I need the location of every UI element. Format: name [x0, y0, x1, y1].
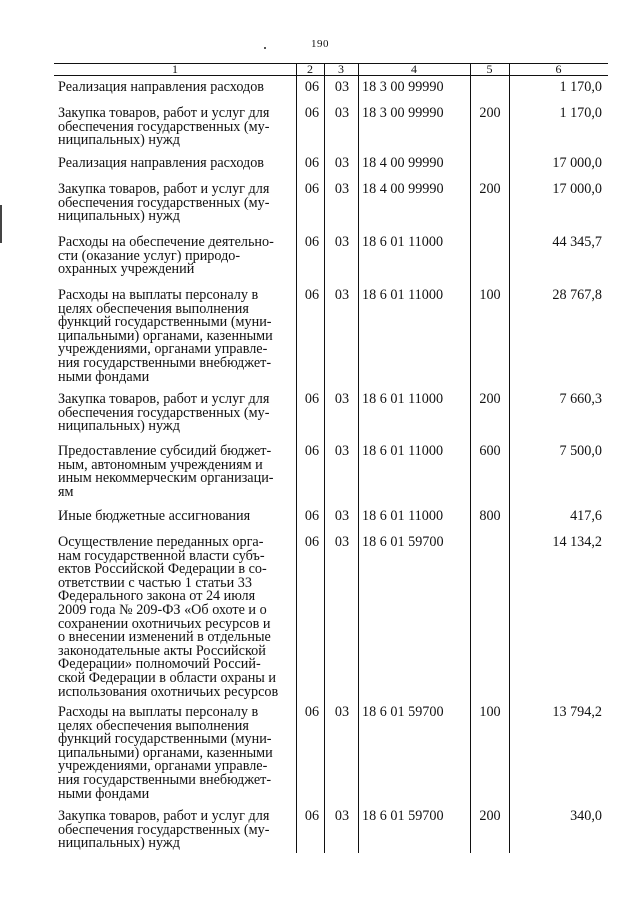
amount-cell: 17 000,0 — [552, 181, 602, 197]
header-col-2: 2 — [307, 62, 313, 76]
expense-name-line: целях обеспечения выполнения — [58, 300, 249, 317]
target-article-cell: 18 4 00 99990 — [362, 181, 444, 197]
expense-name-line: Реализация направления расходов — [58, 79, 265, 95]
header-col-6: 6 — [555, 62, 562, 76]
expense-name-line: функций государственными (муни- — [58, 314, 272, 331]
expense-name-cell — [58, 445, 296, 499]
target-article-cell: 18 6 01 11000 — [362, 287, 444, 303]
expense-name-line: Федерального закона от 24 июля — [58, 588, 256, 605]
subsection-code-cell: 03 — [334, 704, 350, 720]
subsection-code-cell: 03 — [334, 79, 350, 95]
column-divider — [509, 63, 510, 853]
target-article-cell: 18 6 01 59700 — [362, 704, 444, 720]
scan-speck — [264, 47, 266, 49]
section-code-cell: 06 — [304, 287, 320, 303]
budget-table — [54, 63, 608, 853]
expense-name-cell — [58, 289, 296, 384]
expense-name-line: использования охотничьих ресурсов — [58, 683, 279, 700]
expense-name-line: иным некоммерческим организаци- — [58, 470, 274, 487]
table-header-row — [54, 63, 608, 75]
target-article-cell: 18 6 01 11000 — [362, 234, 444, 250]
expense-name-line: ниципальных) нужд — [58, 835, 180, 852]
header-col-3: 3 — [338, 62, 344, 76]
section-code-cell: 06 — [304, 105, 320, 121]
expense-name-line: 2009 года № 209-ФЗ «Об охоте и о — [58, 601, 267, 618]
subsection-code-cell: 03 — [334, 155, 350, 171]
expense-name-line: ниципальных) нужд — [58, 418, 180, 435]
expense-name-line: о внесении изменений в отдельные — [58, 629, 271, 646]
subsection-code-cell: 03 — [334, 234, 350, 250]
expense-name-line: ным, автономным учреждениям и — [58, 456, 263, 473]
header-col-5: 5 — [486, 62, 493, 76]
target-article-cell: 18 3 00 99990 — [362, 105, 444, 121]
expense-name-line: Реализация направления расходов — [58, 155, 265, 171]
subsection-code-cell: 03 — [334, 534, 350, 550]
header-bottom-border — [54, 75, 608, 76]
expense-type-cell: 200 — [479, 105, 501, 121]
expense-type-cell: 200 — [479, 181, 501, 197]
section-code-cell: 06 — [304, 79, 320, 95]
amount-cell: 1 170,0 — [559, 79, 602, 95]
target-article-cell: 18 4 00 99990 — [362, 155, 444, 171]
expense-name-line: функций государственными (муни- — [58, 731, 272, 748]
subsection-code-cell: 03 — [334, 508, 350, 524]
expense-type-cell: 100 — [479, 287, 501, 303]
section-code-cell: 06 — [304, 181, 320, 197]
expense-name-line: обеспечения государственных (му- — [58, 194, 270, 211]
scan-edge-mark — [0, 205, 2, 243]
expense-name-cell — [58, 107, 296, 148]
target-article-cell: 18 3 00 99990 — [362, 79, 444, 95]
amount-cell: 1 170,0 — [559, 105, 602, 121]
section-code-cell: 06 — [304, 534, 320, 550]
section-code-cell: 06 — [304, 704, 320, 720]
amount-cell: 17 000,0 — [552, 155, 602, 171]
expense-name-line: Иные бюджетные ассигнования — [58, 508, 251, 524]
expense-name-line: Закупка товаров, работ и услуг для — [58, 105, 270, 121]
expense-name-cell — [58, 810, 296, 851]
expense-name-line: учреждениями, органами управле- — [58, 341, 268, 358]
amount-cell: 44 345,7 — [552, 234, 602, 250]
expense-name-line: Закупка товаров, работ и услуг для — [58, 181, 270, 197]
target-article-cell: 18 6 01 59700 — [362, 534, 444, 550]
expense-name-line: Расходы на обеспечение деятельно- — [58, 234, 274, 250]
subsection-code-cell: 03 — [334, 808, 350, 824]
subsection-code-cell: 03 — [334, 391, 350, 407]
header-col-4: 4 — [411, 62, 417, 76]
amount-cell: 7 660,3 — [559, 391, 602, 407]
subsection-code-cell: 03 — [334, 105, 350, 121]
expense-name-line: ципальными) органами, казенными — [58, 327, 273, 344]
page-number: 190 — [311, 38, 329, 50]
expense-name-line: ответствии с частью 1 статьи 33 — [58, 574, 252, 591]
amount-cell: 340,0 — [570, 808, 602, 824]
expense-name-line: Закупка товаров, работ и услуг для — [58, 391, 270, 407]
expense-type-cell: 600 — [479, 443, 501, 459]
expense-name-line: нам государственной власти субъ- — [58, 547, 265, 564]
expense-name-cell — [58, 536, 296, 699]
section-code-cell: 06 — [304, 508, 320, 524]
expense-name-line: Расходы на выплаты персоналу в — [58, 287, 259, 303]
section-code-cell: 06 — [304, 443, 320, 459]
expense-type-cell: 200 — [479, 808, 501, 824]
expense-name-line: сохранении охотничьих ресурсов и — [58, 615, 271, 632]
expense-name-line: ниципальных) нужд — [58, 208, 180, 225]
expense-name-line: ектов Российской Федерации в со- — [58, 561, 267, 578]
expense-type-cell: 800 — [479, 508, 501, 524]
expense-name-line: охранных учреждений — [58, 261, 195, 278]
target-article-cell: 18 6 01 11000 — [362, 391, 444, 407]
expense-name-line: ципальными) органами, казенными — [58, 744, 273, 761]
expense-name-line: законодательные акты Российской — [58, 642, 266, 659]
expense-name-line: ниципальных) нужд — [58, 132, 180, 149]
header-col-1: 1 — [172, 62, 178, 76]
subsection-code-cell: 03 — [334, 287, 350, 303]
expense-name-line: Предоставление субсидий бюджет- — [58, 443, 272, 459]
expense-name-line: целях обеспечения выполнения — [58, 717, 249, 734]
section-code-cell: 06 — [304, 391, 320, 407]
section-code-cell: 06 — [304, 234, 320, 250]
expense-name-cell — [58, 157, 296, 171]
expense-name-line: ния государственными внебюджет- — [58, 771, 272, 788]
expense-name-cell — [58, 393, 296, 434]
expense-name-line: ными фондами — [58, 785, 150, 802]
expense-type-cell: 200 — [479, 391, 501, 407]
expense-name-cell — [58, 236, 296, 277]
expense-name-line: Расходы на выплаты персоналу в — [58, 704, 259, 720]
amount-cell: 417,6 — [570, 508, 602, 524]
expense-name-line: сти (оказание услуг) природо- — [58, 247, 241, 264]
expense-name-line: ными фондами — [58, 368, 150, 385]
section-code-cell: 06 — [304, 808, 320, 824]
expense-name-line: обеспечения государственных (му- — [58, 118, 270, 135]
expense-name-line: Осуществление переданных орга- — [58, 534, 264, 550]
expense-type-cell: 100 — [479, 704, 501, 720]
subsection-code-cell: 03 — [334, 443, 350, 459]
expense-name-cell — [58, 510, 296, 524]
column-divider — [358, 63, 359, 853]
expense-name-cell — [58, 183, 296, 224]
expense-name-line: обеспечения государственных (му- — [58, 821, 270, 838]
expense-name-line: ния государственными внебюджет- — [58, 354, 272, 371]
section-code-cell: 06 — [304, 155, 320, 171]
expense-name-cell — [58, 81, 296, 95]
subsection-code-cell: 03 — [334, 181, 350, 197]
amount-cell: 14 134,2 — [552, 534, 602, 550]
expense-name-line: ской Федерации в области охраны и — [58, 669, 276, 686]
expense-name-line: учреждениями, органами управле- — [58, 758, 268, 775]
expense-name-line: ям — [58, 483, 74, 500]
amount-cell: 28 767,8 — [552, 287, 602, 303]
expense-name-line: Закупка товаров, работ и услуг для — [58, 808, 270, 824]
amount-cell: 7 500,0 — [559, 443, 602, 459]
target-article-cell: 18 6 01 11000 — [362, 508, 444, 524]
column-divider — [296, 63, 297, 853]
expense-name-line: Федерации» полномочий Россий- — [58, 656, 261, 673]
expense-name-cell — [58, 706, 296, 801]
target-article-cell: 18 6 01 11000 — [362, 443, 444, 459]
expense-name-line: обеспечения государственных (му- — [58, 404, 270, 421]
amount-cell: 13 794,2 — [552, 704, 602, 720]
target-article-cell: 18 6 01 59700 — [362, 808, 444, 824]
